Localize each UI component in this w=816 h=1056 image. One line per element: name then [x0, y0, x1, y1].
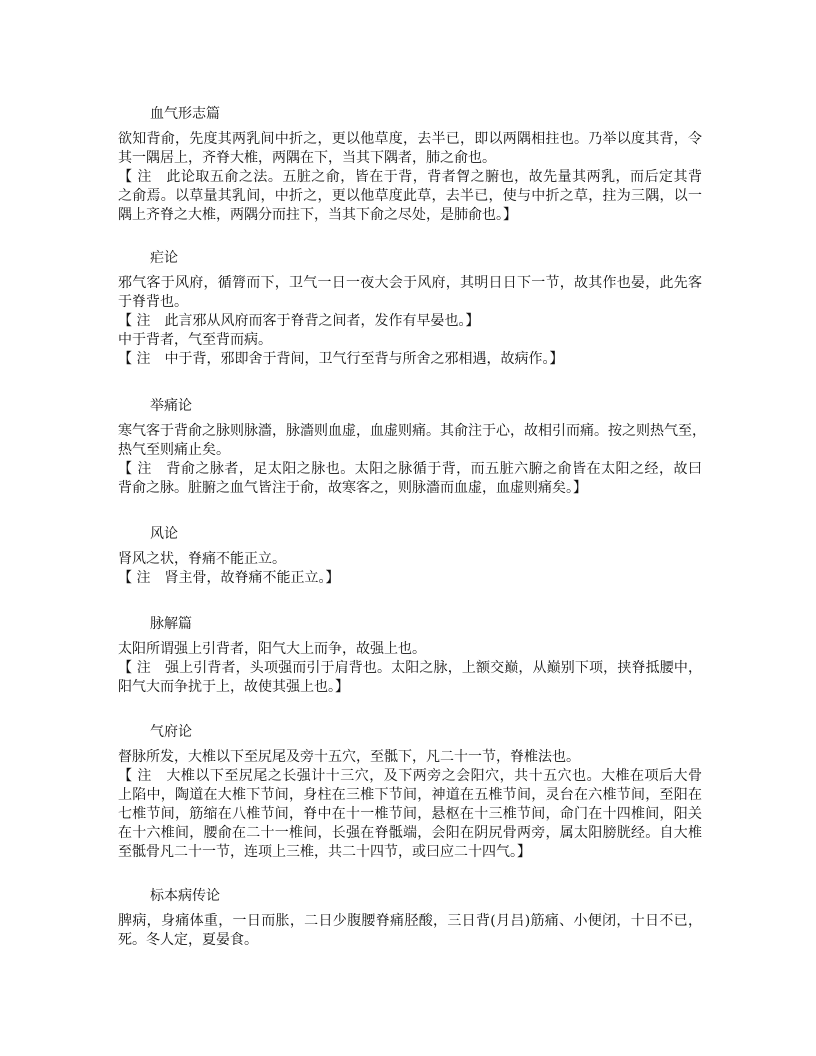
text-line: 寒气客于背俞之脉则脉濇，脉濇则血虚，血虚则痛。其俞注于心，故相引而痛。按之则热气至，	[118, 423, 706, 439]
section-title: 气府论	[150, 724, 192, 740]
text-line: 热气至则痛止矣。	[118, 442, 230, 458]
annotation-line: 【 注 此论取五俞之法。五脏之俞，皆在于背，背者胷之腑也，故先量其两乳，而后定其背	[118, 169, 702, 185]
text-line: 肾风之状，脊痛不能正立。	[118, 551, 286, 567]
text-line: 脾病，身痛体重，一日而胀，二日少腹腰脊痛胫酸，三日背(月吕)筋痛、小便闭，十日不已，	[118, 913, 702, 929]
section-title: 风论	[150, 526, 178, 542]
text-line: 上陷中，陶道在大椎下节间，身柱在三椎下节间，神道在五椎节间，灵台在六椎节间，至阳在	[118, 787, 702, 803]
annotation-line: 【 注 此言邪从风府而客于脊背之间者，发作有早晏也。】	[118, 313, 480, 329]
text-line: 在十六椎间，腰俞在二十一椎间，长强在脊骶端，会阳在阴尻骨两旁，属太阳膀胱经。自大椎	[118, 825, 702, 841]
text-line: 中于背者，气至背而病。	[118, 332, 272, 348]
annotation-line: 【 注 肾主骨，故脊痛不能正立。】	[118, 570, 340, 586]
text-line: 死。冬人定，夏晏食。	[118, 932, 258, 948]
text-line: 太阳所谓强上引背者，阳气大上而争，故强上也。	[118, 641, 426, 657]
text-line: 督脉所发，大椎以下至尻尾及旁十五穴，至骶下，凡二十一节，脊椎法也。	[118, 749, 580, 765]
text-line: 隅上齐脊之大椎，两隅分而拄下，当其下俞之尽处，是肺俞也。】	[118, 207, 517, 223]
text-line: 欲知背俞，先度其两乳间中折之，更以他草度，去半已，即以两隅相拄也。乃举以度其背，令	[118, 131, 702, 147]
text-line: 其一隅居上，齐脊大椎，两隅在下，当其下隅者，肺之俞也。	[118, 150, 496, 166]
annotation-line: 【 注 大椎以下至尻尾之长强计十三穴，及下两旁之会阳穴，共十五穴也。大椎在项后大骨	[118, 768, 702, 784]
section-title: 血气形志篇	[150, 106, 220, 122]
text-line: 七椎节间，筋缩在八椎节间，脊中在十一椎节间，悬枢在十三椎节间，命门在十四椎间，阳关	[118, 806, 702, 822]
text-line: 背俞之脉。脏腑之血气皆注于俞，故寒客之，则脉濇而血虚，血虚则痛矣。】	[118, 480, 587, 496]
text-line: 邪气客于风府，循膂而下，卫气一日一夜大会于风府，其明日日下一节，故其作也晏，此先客	[118, 275, 702, 291]
text-line: 至骶骨凡二十一节，连项上三椎，共二十四节，或曰应二十四气。】	[118, 844, 531, 860]
section-title: 标本病传论	[150, 888, 220, 904]
annotation-line: 【 注 背俞之脉者，足太阳之脉也。太阳之脉循于背，而五脏六腑之俞皆在太阳之经，故曰	[118, 461, 702, 477]
text-line: 于脊背也。	[118, 294, 188, 310]
annotation-line: 【 注 强上引背者，头项强而引于肩背也。太阳之脉，上额交巅，从巅别下项，挟脊抵腰中，	[118, 660, 702, 676]
text-line: 阳气大而争扰于上，故使其强上也。】	[118, 679, 349, 695]
text-line: 之俞焉。以草量其乳间，中折之，更以他草度此草，去半已，使与中折之草，拄为三隅，以一	[118, 188, 702, 204]
section-title: 脉解篇	[150, 616, 192, 632]
annotation-line: 【 注 中于背，邪即舍于背间，卫气行至背与所舍之邪相遇，故病作。】	[118, 351, 564, 367]
section-title: 疟论	[150, 250, 178, 266]
section-title: 举痛论	[150, 398, 192, 414]
